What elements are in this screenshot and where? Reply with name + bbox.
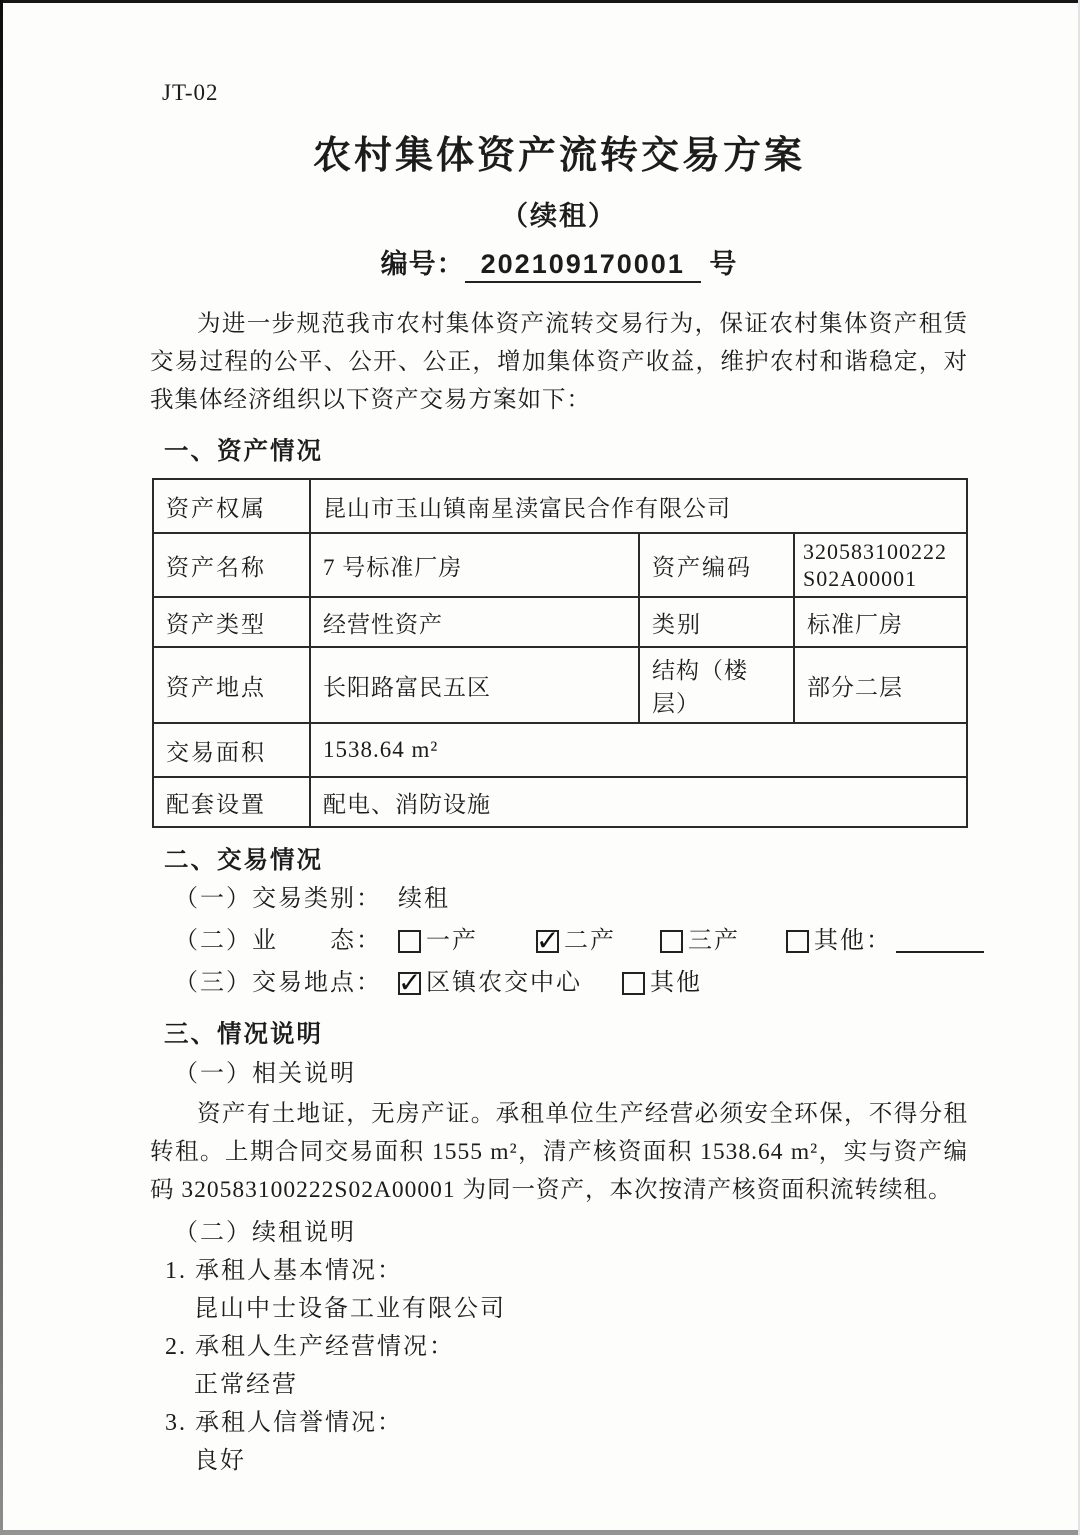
checkbox-option-label: 区镇农交中心 [426, 970, 582, 996]
blank-fill-line [896, 931, 984, 953]
cell-trade-area-value: 1538.64 m² [310, 723, 967, 777]
lessee-operation-value: 正常经营 [194, 1372, 298, 1398]
intro-paragraph: 为进一步规范我市农村集体资产流转交易行为，保证农村集体资产租赁交易过程的公平、公开、公正，增加集体资产收益，维护农村和谐稳定，对我集体经济组织以下资产交易方案如下： [150, 311, 968, 413]
trade-location-options [398, 965, 702, 1002]
document-number-line [150, 242, 968, 283]
cell-structure-value: 部分二层 [794, 647, 967, 723]
table-row [153, 647, 967, 723]
transaction-type-row [174, 881, 968, 918]
cell-trade-area-label: 交易面积 [153, 723, 310, 777]
checkbox-option-label: 其他： [814, 928, 892, 954]
checkbox-option-label: 其他 [650, 970, 702, 996]
section-heading-asset: 一、资产情况 [164, 438, 323, 465]
section-heading-transaction: 二、交易情况 [164, 847, 323, 874]
cell-asset-ownership-value: 昆山市玉山镇南星渎富民合作有限公司 [310, 479, 967, 533]
section-heading-notes: 三、情况说明 [164, 1021, 323, 1048]
cell-category-label: 类别 [639, 597, 794, 647]
renewal-notes-heading: （二）续租说明 [174, 1220, 356, 1246]
business-type-row [174, 923, 968, 960]
table-row [153, 597, 967, 647]
business-type-label: （二）业 态： [174, 928, 382, 954]
cell-asset-name-value: 7 号标准厂房 [310, 533, 639, 597]
checkbox-icon [536, 930, 559, 953]
document-content [150, 0, 968, 1480]
checkbox-option-town-agri-center [398, 965, 582, 1002]
document-number-suffix: 号 [709, 249, 738, 279]
document-number-label: 编号： [380, 249, 465, 279]
checkbox-option-primary-industry [398, 923, 478, 960]
checkbox-icon [622, 972, 645, 995]
trade-location-row [174, 965, 968, 1002]
trade-location-label: （三）交易地点： [174, 970, 382, 996]
table-row [153, 533, 967, 597]
document-title: 农村集体资产流转交易方案 [312, 135, 805, 177]
document-subtitle: （续租） [501, 201, 617, 231]
document-number-value: 202109170001 [465, 249, 701, 283]
cell-facilities-label: 配套设置 [153, 777, 310, 827]
checkbox-icon [398, 972, 421, 995]
transaction-type-value: 续租 [398, 886, 450, 912]
checkbox-option-other-location [622, 965, 702, 1002]
checkbox-icon [398, 930, 421, 953]
scan-edge-left [0, 0, 3, 1535]
cell-asset-location-label: 资产地点 [153, 647, 310, 723]
asset-info-table [152, 478, 968, 828]
lessee-credit-value: 良好 [194, 1448, 246, 1474]
checkbox-icon [786, 930, 809, 953]
cell-asset-name-label: 资产名称 [153, 533, 310, 597]
checkbox-option-label: 一产 [426, 928, 478, 954]
checkbox-option-label: 三产 [688, 928, 740, 954]
table-row [153, 777, 967, 827]
cell-facilities-value: 配电、消防设施 [310, 777, 967, 827]
checkbox-option-other-business [786, 923, 984, 960]
cell-asset-location-value: 长阳路富民五区 [310, 647, 639, 723]
checkbox-option-secondary-industry [536, 923, 616, 960]
transaction-type-label: （一）交易类别： [174, 886, 382, 912]
cell-structure-label: 结构（楼层） [639, 647, 794, 723]
related-notes-heading: （一）相关说明 [174, 1061, 356, 1087]
cell-asset-type-value: 经营性资产 [310, 597, 639, 647]
lessee-operation-label: 2. 承租人生产经营情况： [165, 1334, 455, 1360]
lessee-basic-info-value: 昆山中士设备工业有限公司 [194, 1296, 506, 1322]
checkbox-icon [660, 930, 683, 953]
lessee-credit-label: 3. 承租人信誉情况： [165, 1410, 403, 1436]
form-code: JT-02 [162, 80, 219, 105]
table-row [153, 479, 967, 533]
checkbox-option-tertiary-industry [660, 923, 740, 960]
lessee-basic-info-label: 1. 承租人基本情况： [165, 1258, 403, 1284]
scan-edge-bottom [0, 1530, 1080, 1535]
business-type-options [398, 923, 984, 960]
related-notes-paragraph: 资产有土地证，无房产证。承租单位生产经营必须安全环保，不得分租转租。上期合同交易面积 1555 m²，清产核资面积 1538.64 m²，实与资产编码 320583100222S02A00001 为同一资产，本次按清产核资面积流转续租。 [150, 1101, 968, 1203]
cell-category-value: 标准厂房 [794, 597, 967, 647]
table-row [153, 723, 967, 777]
checkbox-option-label: 二产 [564, 928, 616, 954]
cell-asset-code-label: 资产编码 [639, 533, 794, 597]
cell-asset-type-label: 资产类型 [153, 597, 310, 647]
cell-asset-code-value: 320583100222S02A00001 [794, 533, 967, 597]
cell-asset-ownership-label: 资产权属 [153, 479, 310, 533]
